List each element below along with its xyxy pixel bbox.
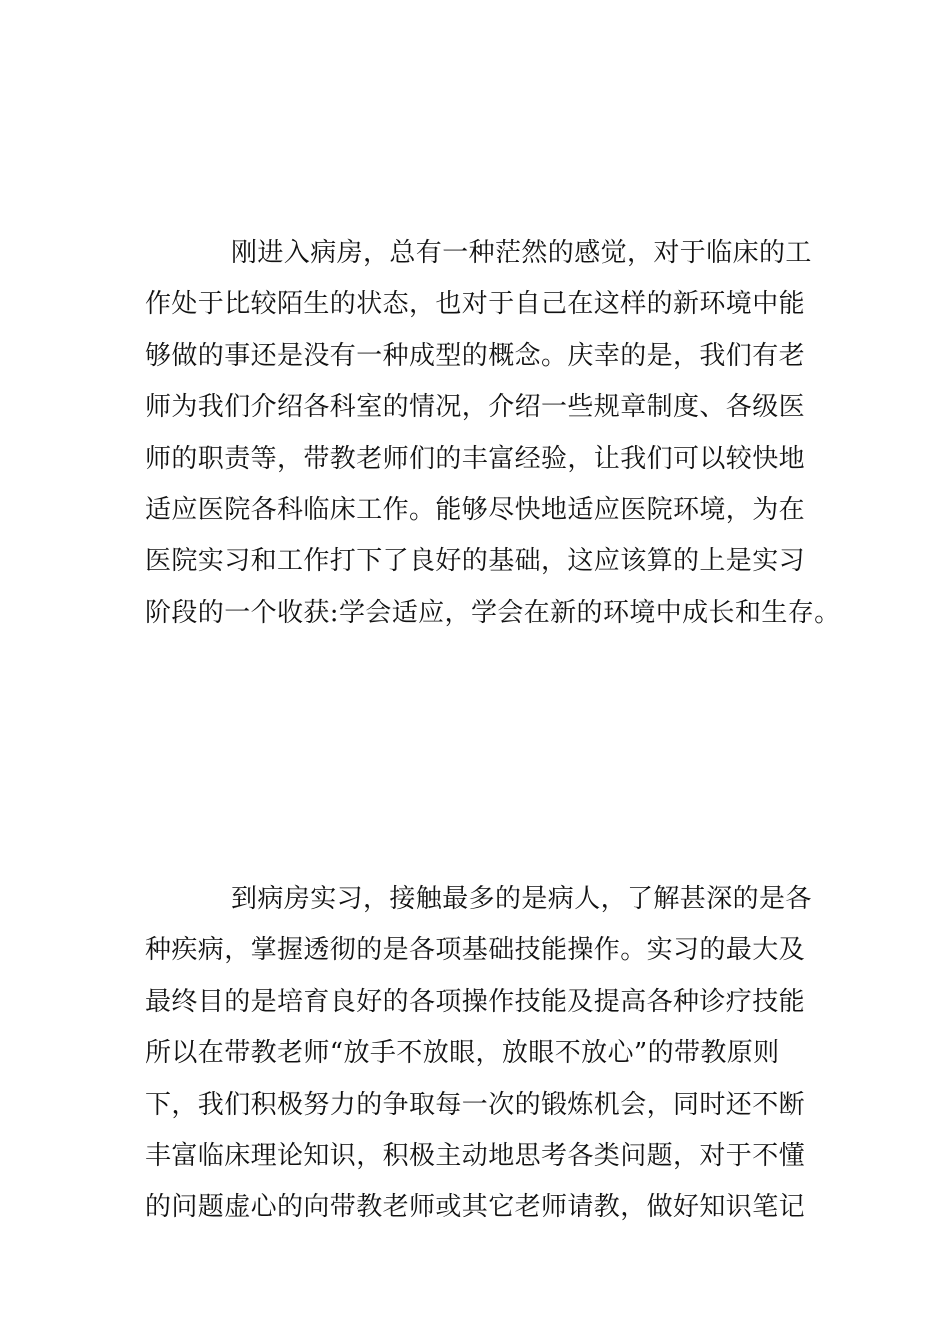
paragraph-line: 医院实习和工作打下了良好的基础，这应该算的上是实习	[145, 546, 806, 577]
paragraph-line: 的问题虚心的向带教老师或其它老师请教，做好知识笔记	[145, 1192, 806, 1223]
paragraph-line: 种疾病，掌握透彻的是各项基础技能操作。实习的最大及	[145, 935, 806, 966]
paragraph-line: 到病房实习，接触最多的是病人，了解甚深的是各	[231, 884, 812, 914]
paragraph-adapting-to-ward	[145, 228, 841, 639]
paragraph-line: 丰富临床理论知识，积极主动地思考各类问题，对于不懂	[145, 1140, 806, 1171]
paragraph-line: 下，我们积极努力的争取每一次的锻炼机会，同时还不断	[145, 1089, 806, 1120]
paragraph-line: 所以在带教老师“放手不放眼，放眼不放心”的带教原则	[145, 1038, 780, 1069]
paragraph-line: 最终目的是培育良好的各项操作技能及提高各种诊疗技能	[145, 986, 806, 1017]
paragraph-line: 阶段的一个收获:学会适应，学会在新的环境中成长和生存。	[145, 597, 841, 628]
paragraph-ward-practice	[145, 874, 825, 1234]
paragraph-line: 够做的事还是没有一种成型的概念。庆幸的是，我们有老	[145, 340, 806, 371]
paragraph-line: 适应医院各科临床工作。能够尽快地适应医院环境，为在	[145, 494, 806, 525]
paragraph-line: 作处于比较陌生的状态，也对于自己在这样的新环境中能	[145, 289, 806, 320]
paragraph-line: 师的职责等，带教老师们的丰富经验，让我们可以较快地	[145, 443, 806, 474]
paragraph-line: 师为我们介绍各科室的情况，介绍一些规章制度、各级医	[145, 392, 806, 423]
paragraph-line: 刚进入病房，总有一种茫然的感觉，对于临床的工	[231, 238, 812, 268]
